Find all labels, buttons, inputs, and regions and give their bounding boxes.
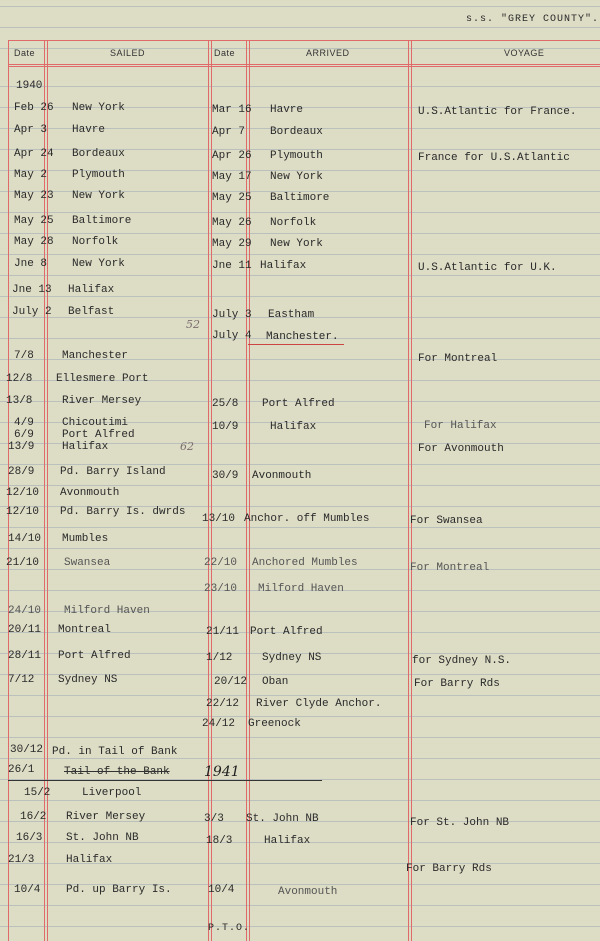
arrived-date: Jne 11 [212, 260, 252, 272]
arrived-date: 10/9 [212, 421, 239, 433]
arrived-date: Apr 26 [212, 150, 252, 162]
sailed-port: Chicoutimi [62, 417, 129, 429]
arrived-port: Avonmouth [252, 470, 312, 482]
arrived-port: Bordeaux [270, 126, 323, 138]
sailed-date: 7/8 [14, 350, 34, 362]
sailed-port: Sydney NS [58, 674, 118, 686]
ship-title: s.s. "GREY COUNTY". [466, 14, 600, 25]
arrived-port: Halifax [264, 835, 311, 847]
sailed-port: Pd. in Tail of Bank [52, 746, 178, 758]
arrived-date: 30/9 [212, 470, 239, 482]
sailed-port: Swansea [64, 557, 111, 569]
sailed-date: May 28 [14, 236, 54, 248]
arrived-port: Halifax [260, 260, 307, 272]
sailed-port: Plymouth [72, 169, 125, 181]
sailed-date: 20/11 [8, 624, 42, 636]
manchester-underline [248, 344, 344, 345]
sailed-date: 12/8 [6, 373, 33, 385]
sailed-port: Milford Haven [64, 605, 150, 617]
arrived-port: Port Alfred [250, 626, 323, 638]
sailed-port: St. John NB [66, 832, 139, 844]
sailed-port: River Mersey [66, 811, 146, 823]
sailed-port: Liverpool [82, 787, 142, 799]
sailed-port: Ellesmere Port [56, 373, 149, 385]
arrived-date: Mar 16 [212, 104, 252, 116]
arrived-port: Norfolk [270, 217, 317, 229]
sailed-port: Manchester [62, 350, 129, 362]
arrived-date: May 29 [212, 238, 252, 250]
arrived-port: Havre [270, 104, 304, 116]
voyage: For Swansea [410, 515, 483, 527]
sailed-date: 21/10 [6, 557, 40, 569]
sailed-date: Jne 13 [12, 284, 52, 296]
year-1941: 1941 [204, 764, 240, 780]
arrived-date: 20/12 [214, 676, 248, 688]
sailed-port: Port Alfred [58, 650, 131, 662]
arrived-date: 1/12 [206, 652, 233, 664]
top-rule [8, 40, 600, 41]
header-arrived: ARRIVED [306, 48, 350, 58]
sailed-date: 16/2 [20, 811, 47, 823]
sailed-date: 6/9 [14, 429, 34, 441]
sailed-date: 13/9 [8, 441, 35, 453]
arrived-port: St. John NB [246, 813, 319, 825]
footer-pto: P.T.O. [208, 923, 251, 934]
voyage: For Halifax [424, 420, 497, 432]
header-sailed: SAILED [110, 48, 146, 58]
header-date-sailed: Date [14, 48, 36, 58]
voyage: U.S.Atlantic for France. [418, 106, 577, 118]
arrived-date: 22/10 [204, 557, 238, 569]
sailed-date: 21/3 [8, 854, 35, 866]
sailed-date: 13/8 [6, 395, 33, 407]
sailed-arrived-divider [208, 40, 209, 941]
sailed-date: Jne 8 [14, 258, 48, 270]
arrived-date: 25/8 [212, 398, 239, 410]
arrived-port: Greenock [248, 718, 301, 730]
sailed-port: Baltimore [72, 215, 132, 227]
sailed-port: Pd. up Barry Is. [66, 884, 172, 896]
arrived-port: Avonmouth [278, 886, 338, 898]
sailed-date: 26/1 [8, 764, 35, 776]
voyage: France for U.S.Atlantic [418, 152, 570, 164]
arrived-port: Eastham [268, 309, 315, 321]
sailed-port: Port Alfred [62, 429, 135, 441]
voyage: For Avonmouth [418, 443, 504, 455]
sailed-date: 15/2 [24, 787, 51, 799]
arrived-port: River Clyde Anchor. [256, 698, 382, 710]
sailed-date: 24/10 [8, 605, 42, 617]
voyage: For Barry Rds [414, 678, 500, 690]
arrived-date: May 25 [212, 192, 252, 204]
arrived-date: 22/12 [206, 698, 240, 710]
sailed-date: 16/3 [16, 832, 43, 844]
sailed-date: 14/10 [8, 533, 42, 545]
arrived-date: 10/4 [208, 884, 235, 896]
sailed-date: 10/4 [14, 884, 41, 896]
arrived-date: May 17 [212, 171, 252, 183]
sailed-port: Tail of the Bank [64, 766, 170, 778]
sailed-date: 30/12 [10, 744, 44, 756]
year-1940: 1940 [16, 80, 43, 92]
arrived-date: Apr 7 [212, 126, 246, 138]
sailed-date: Feb 26 [14, 102, 54, 114]
voyage: For Montreal [410, 562, 490, 574]
arrived-port: Halifax [270, 421, 317, 433]
arrived-date: July 4 [212, 330, 252, 342]
arrived-date: 3/3 [204, 813, 224, 825]
sailed-port: Pd. Barry Island [60, 466, 166, 478]
arrived-port: New York [270, 171, 323, 183]
sailed-date: 28/9 [8, 466, 35, 478]
sailed-date: July 2 [12, 306, 52, 318]
sailed-port: Montreal [58, 624, 111, 636]
sailed-port: Havre [72, 124, 106, 136]
arrived-date: May 26 [212, 217, 252, 229]
pencil-mark-1: 52 [186, 318, 200, 331]
arrived-port: Port Alfred [262, 398, 335, 410]
arrived-date: 21/11 [206, 626, 240, 638]
arrived-port: Oban [262, 676, 289, 688]
sailed-date: 12/10 [6, 487, 40, 499]
arrived-port: New York [270, 238, 323, 250]
arrived-date: 18/3 [206, 835, 233, 847]
arrived-date: 13/10 [202, 513, 236, 525]
sailed-port: New York [72, 258, 125, 270]
arrived-port: Plymouth [270, 150, 323, 162]
arrived-date: July 3 [212, 309, 252, 321]
sailed-port: Halifax [62, 441, 109, 453]
sailed-port: Norfolk [72, 236, 119, 248]
sailed-port: Halifax [66, 854, 113, 866]
sailed-date: Apr 24 [14, 148, 54, 160]
sailed-date: May 2 [14, 169, 48, 181]
arrived-voyage-divider [408, 40, 409, 941]
header-voyage: VOYAGE [504, 48, 545, 58]
sailed-port: Halifax [68, 284, 115, 296]
voyage: For Barry Rds [406, 863, 492, 875]
sailed-date: 7/12 [8, 674, 35, 686]
sailed-port: New York [72, 102, 125, 114]
voyage: for Sydney N.S. [412, 655, 512, 667]
arrived-port: Anchored Mumbles [252, 557, 358, 569]
arrived-date: 23/10 [204, 583, 238, 595]
voyage: For St. John NB [410, 817, 510, 829]
sailed-port: Pd. Barry Is. dwrds [60, 506, 186, 518]
sailed-port: New York [72, 190, 125, 202]
sailed-port: Mumbles [62, 533, 109, 545]
voyage: For Montreal [418, 353, 498, 365]
voyage: U.S.Atlantic for U.K. [418, 262, 557, 274]
sailed-date: 28/11 [8, 650, 42, 662]
arrived-date: 24/12 [202, 718, 236, 730]
pencil-mark-2: 62 [180, 440, 194, 453]
arrived-port: Anchor. off Mumbles [244, 513, 370, 525]
sailed-port: River Mersey [62, 395, 142, 407]
year-divider-rule [8, 780, 322, 781]
sailed-port: Avonmouth [60, 487, 120, 499]
sailed-port: Belfast [68, 306, 115, 318]
sailed-date: May 23 [14, 190, 54, 202]
sailed-port: Bordeaux [72, 148, 125, 160]
sailed-date: Apr 3 [14, 124, 48, 136]
sailed-date: 12/10 [6, 506, 40, 518]
arrived-port: Sydney NS [262, 652, 322, 664]
header-rule [8, 64, 600, 65]
arrived-port: Manchester. [266, 331, 339, 343]
arrived-port: Milford Haven [258, 583, 344, 595]
sailed-date: 4/9 [14, 417, 34, 429]
header-date-arrived: Date [214, 48, 236, 58]
arrived-port: Baltimore [270, 192, 330, 204]
sailed-date: May 25 [14, 215, 54, 227]
